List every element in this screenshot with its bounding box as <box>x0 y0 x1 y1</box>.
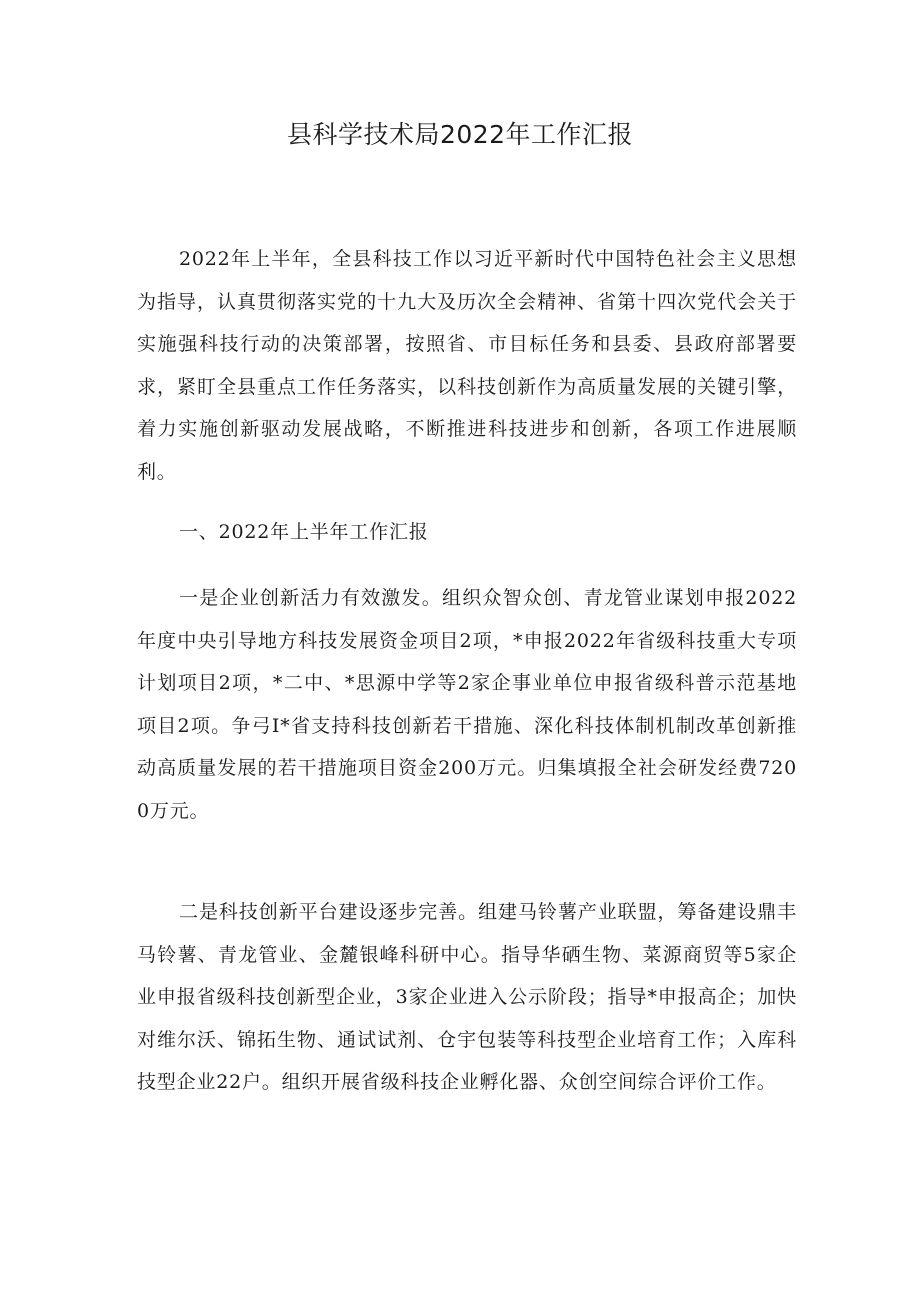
paragraph-platform-construction: 二是科技创新平台建设逐步完善。组建马铃薯产业联盟，筹备建设鼎丰马铃薯、青龙管业、金麓银峰科研中心。指导华硒生物、菜源商贸等5家企业申报省级科技创新型企业，3家企业进入公示阶段；指导*申报高企；加快对维尔沃、锦拓生物、通试试剂、仓宇包装等科技型企业培育工作；入库科技型企业22户。组织开展省级科技企业孵化器、众创空间综合评价工作。 <box>137 901 797 1093</box>
section-heading: 一、2022年上半年工作汇报 <box>179 521 429 543</box>
intro-paragraph: 2022年上半年，全县科技工作以习近平新时代中国特色社会主义思想为指导，认真贯彻落实党的十九大及历次全会精神、省第十四次党代会关于实施强科技行动的决策部署，按照省、市目标任务和县委、县政府部署要求，紧盯全县重点工作任务落实，以科技创新作为高质量发展的关键引擎，着力实施创新驱动发展战略，不断推进科技进步和创新，各项工作进展顺利。 <box>137 248 797 483</box>
paragraph-innovation-vitality: 一是企业创新活力有效激发。组织众智众创、青龙管业谋划申报2022年度中央引导地方科技发展资金项目2项，*申报2022年省级科技重大专项计划项目2项，*二中、*思源中学等2家企事业单位申报省级科普示范基地项目2项。争弓I*省支持科技创新若干措施、深化科技体制机制改革创新推动高质量发展的若干措施项目资金200万元。归集填报全社会研发经费7200万元。 <box>137 587 797 822</box>
document-title: 县科学技术局2022年工作汇报 <box>286 120 634 149</box>
